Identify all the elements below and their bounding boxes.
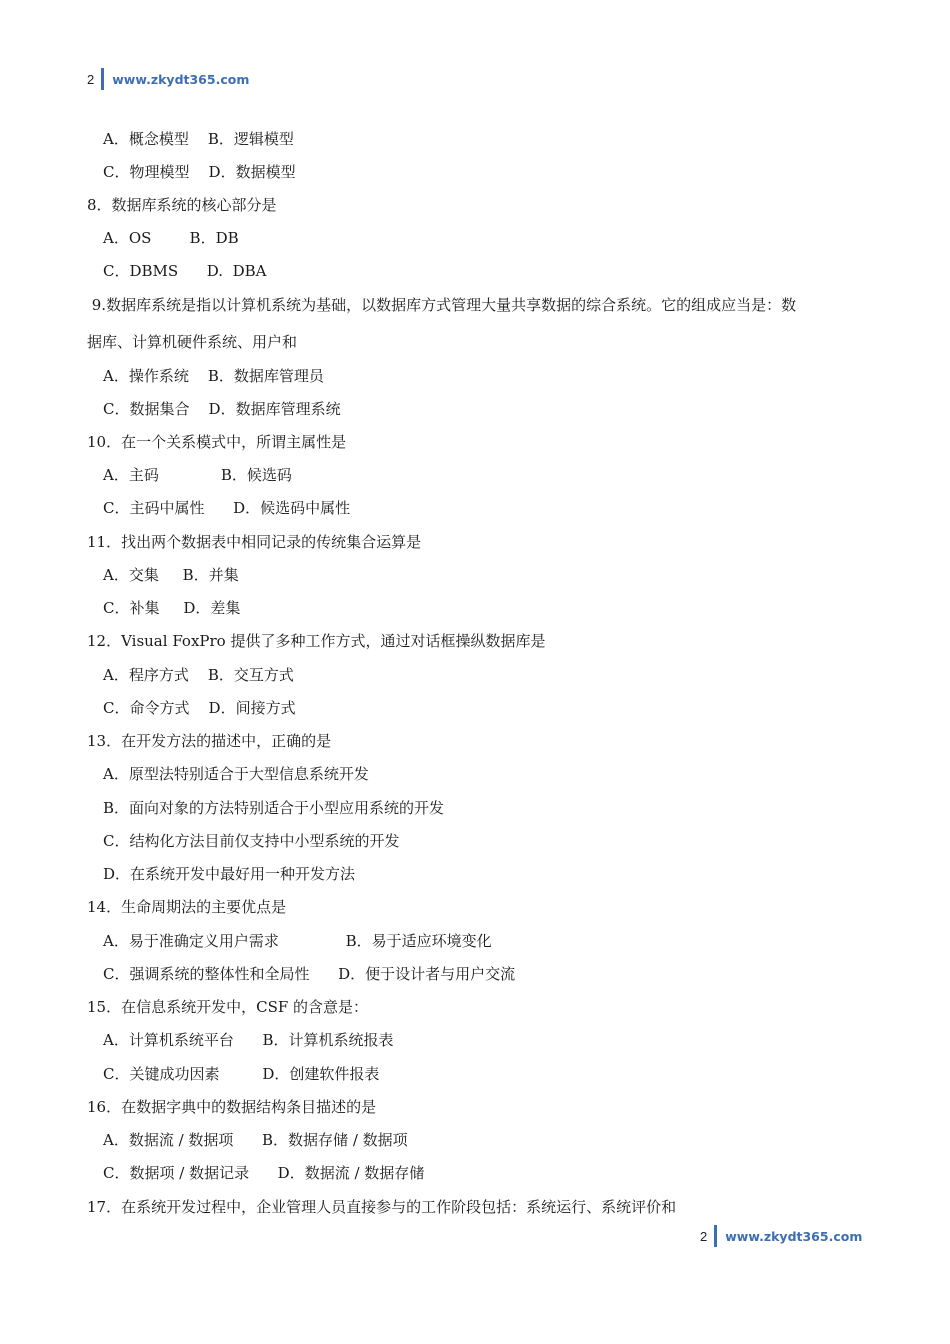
question-9-cont: 据库、计算机硬件系统、用户和 <box>87 333 298 351</box>
question-17: 17．在系统开发过程中，企业管理人员直接参与的工作阶段包括：系统运行、系统评价和 <box>87 1198 677 1216</box>
option-line: C．关键成功因素 D．创建软件报表 <box>103 1065 380 1083</box>
footer-divider <box>714 1225 717 1247</box>
option-line: B．面向对象的方法特别适合于小型应用系统的开发 <box>103 799 445 817</box>
header-page-number: 2 <box>87 71 95 87</box>
option-line: A．易于准确定义用户需求 B．易于适应环境变化 <box>103 932 492 950</box>
option-line: C．DBMS D. DBA <box>103 262 267 280</box>
page-footer <box>700 1225 862 1247</box>
question-13: 13．在开发方法的描述中，正确的是 <box>87 732 332 750</box>
option-line: C．结构化方法目前仅支持中小型系统的开发 <box>103 832 400 850</box>
question-16: 16．在数据字典中的数据结构条目描述的是 <box>87 1098 377 1116</box>
option-line: C．强调系统的整体性和全局性 D．便于设计者与用户交流 <box>103 965 516 983</box>
option-line: A．交集 B．并集 <box>103 566 239 584</box>
option-line: C．物理模型 D．数据模型 <box>103 163 296 181</box>
header-divider <box>101 68 104 90</box>
question-12: 12．Visual FoxPro 提供了多种工作方式，通过对话框操纵数据库是 <box>87 632 546 650</box>
header-site-link[interactable]: www.zkydt365.com <box>112 71 250 87</box>
footer-site-link[interactable]: www.zkydt365.com <box>725 1228 863 1244</box>
option-line: A．操作系统 B．数据库管理员 <box>103 367 324 385</box>
option-line: C．主码中属性 D．候选码中属性 <box>103 499 351 517</box>
option-line: C．数据项 / 数据记录 D．数据流 / 数据存储 <box>103 1164 425 1182</box>
footer-page-number: 2 <box>700 1228 708 1244</box>
option-line: D．在系统开发中最好用一种开发方法 <box>103 865 356 883</box>
option-line: A．原型法特别适合于大型信息系统开发 <box>103 765 369 783</box>
option-line: C．补集 D．差集 <box>103 599 241 617</box>
question-9: 9.数据库系统是指以计算机系统为基础，以数据库方式管理大量共享数据的综合系统。它的组成应当是：数 <box>87 296 797 314</box>
option-line: A．概念模型 B．逻辑模型 <box>103 130 294 148</box>
option-line: A．OS B．DB <box>103 229 239 247</box>
option-line: A．计算机系统平台 B．计算机系统报表 <box>103 1031 394 1049</box>
option-line: A．主码 B．候选码 <box>103 466 292 484</box>
question-10: 10．在一个关系模式中，所谓主属性是 <box>87 433 347 451</box>
option-line: C．命令方式 D．间接方式 <box>103 699 296 717</box>
option-line: A．程序方式 B．交互方式 <box>103 666 294 684</box>
question-14: 14．生命周期法的主要优点是 <box>87 898 287 916</box>
option-line: C．数据集合 D．数据库管理系统 <box>103 400 341 418</box>
option-line: A．数据流 / 数据项 B．数据存储 / 数据项 <box>103 1131 408 1149</box>
page-header <box>87 68 249 90</box>
question-11: 11．找出两个数据表中相同记录的传统集合运算是 <box>87 533 422 551</box>
question-8: 8．数据库系统的核心部分是 <box>87 196 277 214</box>
question-15: 15．在信息系统开发中，CSF 的含意是： <box>87 998 369 1016</box>
